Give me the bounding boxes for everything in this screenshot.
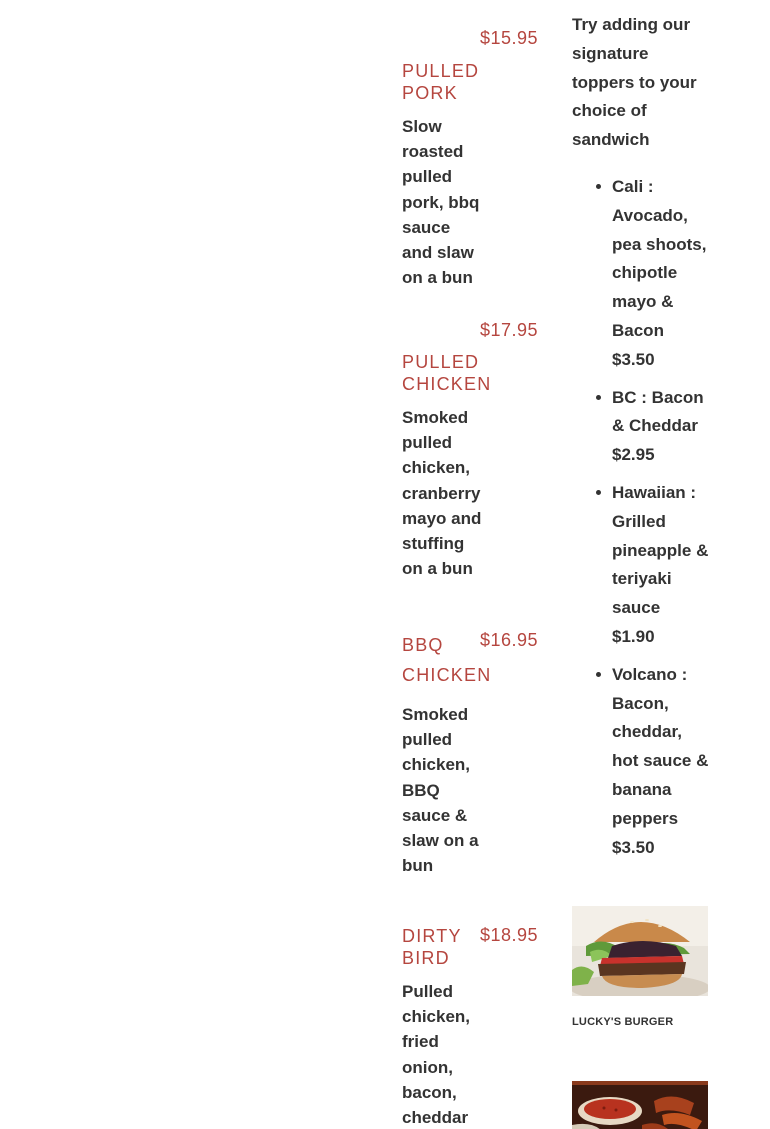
menu-item-pulled-pork: [402, 28, 538, 290]
bullet-icon: [596, 672, 601, 677]
topper-label: Volcano : Bacon, cheddar, hot sauce & banana peppers: [612, 664, 709, 828]
topper-bc: [572, 384, 712, 470]
bullet-icon: [596, 184, 601, 189]
wings-card[interactable]: [572, 1081, 708, 1129]
topper-label: Hawaiian : Grilled pineapple & teriyaki sauce: [612, 482, 709, 618]
item-price: $16.95: [479, 630, 538, 650]
topper-price: $3.50: [612, 837, 655, 857]
topper-label: BC : Bacon & Cheddar: [612, 387, 704, 436]
toppers-section: [572, 11, 712, 871]
topper-cali: [572, 173, 712, 375]
menu-item-pulled-chicken: [402, 320, 538, 581]
toppers-intro: Try adding our signature toppers to your choice of sandwich: [572, 15, 697, 150]
item-description: Pulled chicken, fried onion, bacon, cheddar: [402, 982, 471, 1128]
menu-item-dirty-bird: [402, 925, 538, 1129]
toppers-list: [572, 173, 712, 862]
topper-price: $1.90: [612, 626, 655, 646]
bullet-icon: [596, 395, 601, 400]
wings-image[interactable]: [572, 1081, 708, 1129]
item-description: Smoked pulled chicken, cranberry mayo and stuffing on a bun: [402, 408, 482, 579]
item-name: BBQ CHICKEN: [402, 635, 492, 685]
topper-price: $3.50: [612, 349, 655, 369]
topper-volcano: [572, 661, 712, 863]
item-description: Slow roasted pulled pork, bbq sauce and slaw on a bun: [402, 117, 480, 288]
item-price: $18.95: [479, 925, 538, 945]
menu-item-bbq-chicken: [402, 630, 538, 878]
item-description: Smoked pulled chicken, BBQ sauce & slaw on a bun: [402, 705, 479, 876]
item-name: PULLED CHICKEN: [402, 352, 492, 394]
item-price: $15.95: [479, 28, 538, 48]
item-name: PULLED PORK: [402, 61, 480, 103]
topper-hawaiian: [572, 479, 712, 652]
bullet-icon: [596, 490, 601, 495]
item-price: $17.95: [479, 320, 538, 340]
item-name: DIRTY BIRD: [402, 926, 462, 968]
topper-label: Cali : Avocado, pea shoots, chipotle mayo & Bacon: [612, 176, 707, 340]
burger-image[interactable]: [572, 906, 708, 996]
burger-caption[interactable]: LUCKY'S BURGER: [572, 1016, 674, 1028]
topper-price: $2.95: [612, 445, 655, 465]
lucky-burger-card[interactable]: [572, 906, 708, 1028]
